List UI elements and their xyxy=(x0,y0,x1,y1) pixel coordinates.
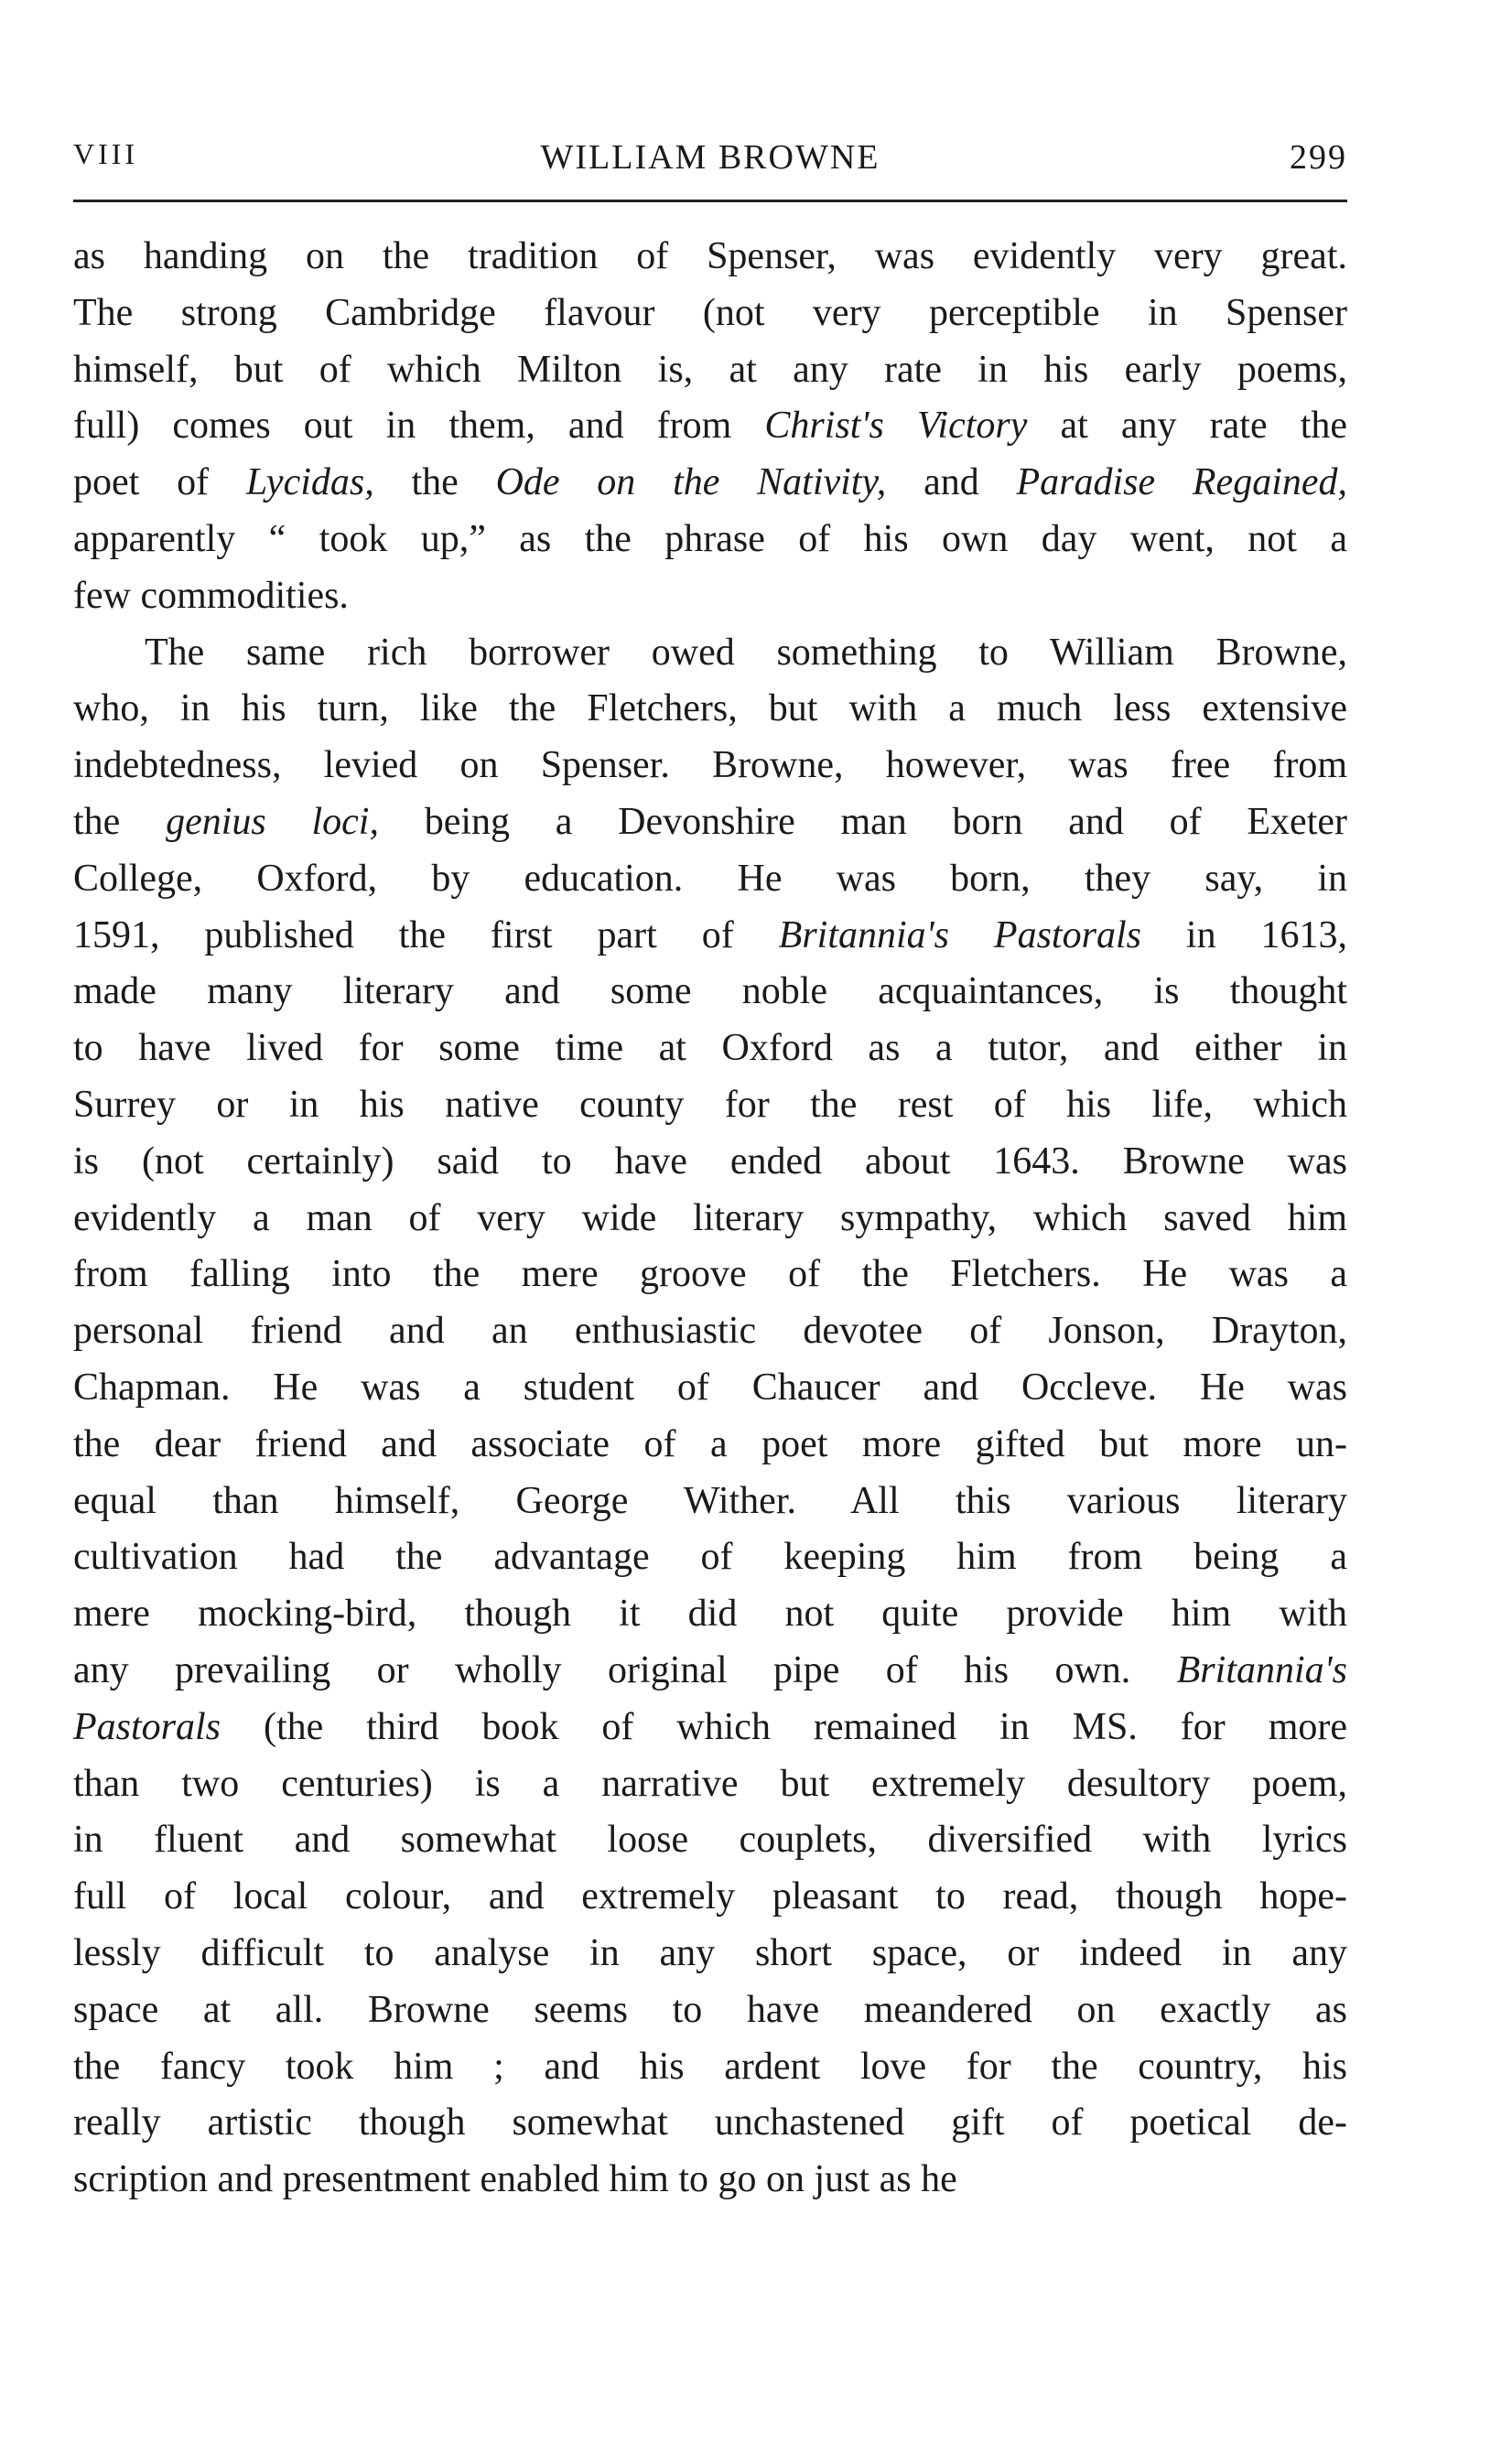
body-text xyxy=(73,229,1347,2209)
text-span: lessly difficult to analyse in any short space, or indeed in any xyxy=(73,1931,1347,1974)
text-line xyxy=(73,1926,1347,1982)
text-line xyxy=(73,625,1347,682)
text-line xyxy=(73,1700,1347,1756)
text-span: full) comes out in them, and from xyxy=(73,405,765,448)
italic-title-span: Paradise Regained, xyxy=(1016,461,1348,504)
text-line xyxy=(73,1869,1347,1926)
text-line xyxy=(73,1247,1347,1303)
text-span: the fancy took him ; and his ardent love for the country, his xyxy=(73,2045,1347,2088)
running-title: WILLIAM BROWNE xyxy=(540,138,880,177)
text-span: who, in his turn, like the Fletchers, but with a much less extensive xyxy=(73,687,1347,730)
text-line xyxy=(73,1134,1347,1191)
chapter-number: VIII xyxy=(73,137,139,170)
text-span: any prevailing or wholly original pipe of his own. xyxy=(73,1648,1177,1691)
text-span: The strong Cambridge flavour (not very perceptible in Spenser xyxy=(73,291,1347,334)
text-span: at any rate the xyxy=(1027,405,1348,448)
text-line xyxy=(73,455,1347,512)
text-span: Surrey or in his native county for the rest of his life, which xyxy=(73,1083,1347,1126)
text-line xyxy=(73,851,1347,908)
text-line xyxy=(73,229,1347,286)
text-span: personal friend and an enthusiastic devotee of Jonson, Drayton, xyxy=(73,1310,1347,1353)
italic-title-span: Lycidas, xyxy=(245,461,374,504)
text-span: and xyxy=(886,461,1017,504)
text-line xyxy=(73,1812,1347,1869)
text-span: indebtedness, levied on Spenser. Browne, however, was free from xyxy=(73,744,1347,787)
text-line xyxy=(73,1417,1347,1474)
text-span: few commodities. xyxy=(73,574,349,617)
text-line xyxy=(73,908,1347,965)
text-line xyxy=(73,794,1347,851)
text-span: to have lived for some time at Oxford as a tutor, and either in xyxy=(73,1027,1347,1070)
text-span: scription and presentment enabled him to go on just as he xyxy=(73,2158,957,2201)
italic-title-span: genius loci, xyxy=(166,800,379,843)
text-span: (the third book of which remained in MS. for more xyxy=(221,1705,1347,1748)
text-span: The same rich borrower owed something to William Browne, xyxy=(145,631,1347,674)
text-span: full of local colour, and extremely pleasant to read, though hope- xyxy=(73,1875,1347,1918)
text-span: evidently a man of very wide literary sympathy, which saved him xyxy=(73,1196,1347,1239)
text-line xyxy=(73,1586,1347,1643)
text-line xyxy=(73,2095,1347,2152)
text-line xyxy=(73,964,1347,1021)
text-span: really artistic though somewhat unchastened gift of poetical de- xyxy=(73,2101,1347,2144)
italic-title-span: Britannia's xyxy=(1176,1648,1347,1691)
text-line xyxy=(73,286,1347,342)
text-line xyxy=(73,1529,1347,1586)
text-span: the dear friend and associate of a poet more gifted but more un- xyxy=(73,1422,1347,1465)
text-line xyxy=(73,2039,1347,2096)
text-line xyxy=(73,1474,1347,1530)
text-line xyxy=(73,2152,1347,2209)
text-span: poet of xyxy=(73,461,246,504)
text-span: apparently “ took up,” as the phrase of his own day went, not a xyxy=(73,517,1347,560)
italic-title-span: Ode on the Nativity, xyxy=(495,461,887,504)
text-span: Chapman. He was a student of Chaucer and Occleve. He was xyxy=(73,1366,1347,1409)
text-line xyxy=(73,1191,1347,1248)
text-span: the xyxy=(373,461,496,504)
text-span: from falling into the mere groove of the Fletchers. He was a xyxy=(73,1253,1347,1296)
text-line xyxy=(73,1303,1347,1360)
italic-title-span: Pastorals xyxy=(73,1705,221,1748)
text-span: is (not certainly) said to have ended about 1643. Browne was xyxy=(73,1140,1347,1183)
text-span: cultivation had the advantage of keeping him from being a xyxy=(73,1536,1347,1579)
text-line xyxy=(73,1077,1347,1134)
text-span: 1591, published the first part of xyxy=(73,913,779,956)
text-span: being a Devonshire man born and of Exeter xyxy=(378,800,1348,843)
text-line xyxy=(73,398,1347,455)
text-line xyxy=(73,1643,1347,1700)
text-line xyxy=(73,1982,1347,2039)
header-rule xyxy=(73,200,1347,202)
text-span: in 1613, xyxy=(1140,913,1347,956)
text-span: in fluent and somewhat loose couplets, diversified with lyrics xyxy=(73,1819,1347,1862)
text-line xyxy=(73,1360,1347,1417)
text-line xyxy=(73,1756,1347,1813)
text-span: equal than himself, George Wither. All this various literary xyxy=(73,1479,1347,1522)
text-line xyxy=(73,342,1347,399)
text-span: space at all. Browne seems to have meandered on exactly as xyxy=(73,1988,1347,2031)
text-line xyxy=(73,681,1347,738)
text-span: made many literary and some noble acquaintances, is thought xyxy=(73,970,1347,1013)
text-span: College, Oxford, by education. He was born, they say, in xyxy=(73,857,1347,900)
text-line xyxy=(73,512,1347,568)
text-span: than two centuries) is a narrative but extremely desultory poem, xyxy=(73,1762,1347,1805)
italic-title-span: Christ's Victory xyxy=(764,405,1028,448)
text-line xyxy=(73,1021,1347,1077)
running-head xyxy=(73,137,1347,183)
text-span: as handing on the tradition of Spenser, was evidently very great. xyxy=(73,235,1347,277)
page-number: 299 xyxy=(1290,138,1347,177)
text-span: the xyxy=(73,800,167,843)
text-line xyxy=(73,738,1347,794)
text-span: mere mocking-bird, though it did not quite provide him with xyxy=(73,1593,1347,1636)
text-line xyxy=(73,568,1347,625)
text-span: himself, but of which Milton is, at any rate in his early poems, xyxy=(73,348,1347,391)
italic-title-span: Britannia's Pastorals xyxy=(778,913,1141,956)
